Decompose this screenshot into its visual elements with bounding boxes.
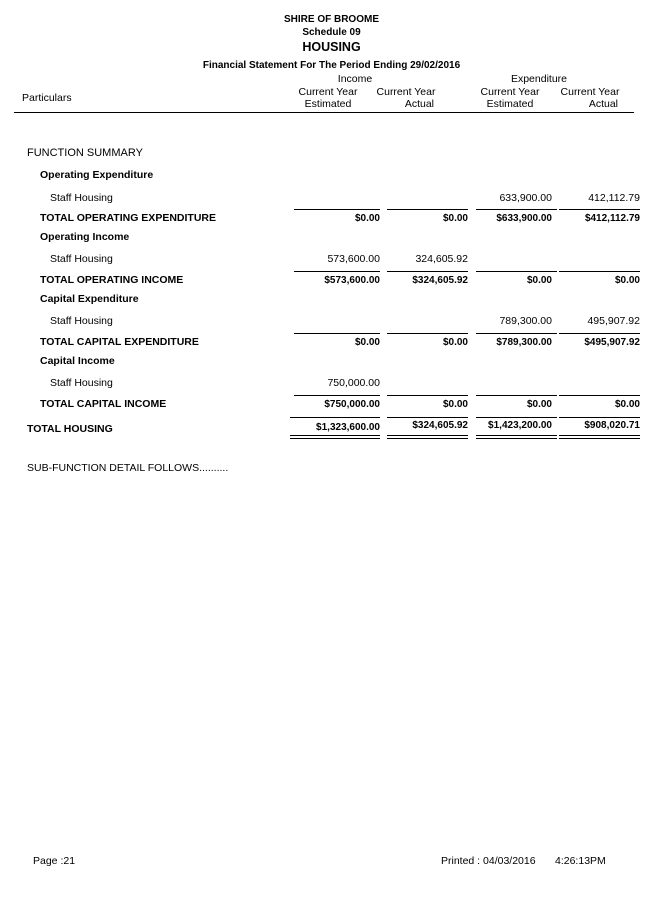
total-rule	[387, 209, 468, 210]
total-rule	[387, 271, 468, 272]
total-rule	[559, 271, 640, 272]
total-rule	[476, 271, 557, 272]
total-value: $633,900.00	[496, 213, 552, 224]
total-value: $0.00	[614, 399, 640, 410]
total-value: $0.00	[442, 213, 468, 224]
group-heading: Capital Income	[40, 355, 115, 367]
printed-date: Printed : 04/03/2016	[441, 855, 536, 867]
grand-total-value: $1,423,200.00	[488, 420, 552, 431]
grand-total-double-rule	[476, 435, 557, 439]
grand-total-label: TOTAL HOUSING	[27, 423, 113, 435]
total-rule	[387, 333, 468, 334]
total-label: TOTAL CAPITAL INCOME	[40, 398, 167, 410]
expenditure-estimated-header-1: Current Year	[480, 86, 540, 98]
value-cell: 573,600.00	[327, 253, 380, 265]
page-subtitle: Financial Statement For The Period Ending 29/02/2016	[202, 60, 461, 71]
total-value: $0.00	[442, 337, 468, 348]
org-name: SHIRE OF BROOME	[283, 14, 379, 25]
grand-total-rule	[290, 417, 380, 418]
grand-total-double-rule	[290, 435, 380, 439]
income-estimated-header-1: Current Year	[298, 86, 358, 98]
income-actual-header-2: Actual	[404, 98, 434, 110]
header-rule	[14, 112, 634, 113]
income-header: Income	[337, 73, 373, 85]
total-value: $0.00	[354, 337, 380, 348]
total-rule	[294, 333, 380, 334]
value-cell: 789,300.00	[499, 315, 552, 327]
page-title: HOUSING	[302, 40, 361, 54]
total-value: $0.00	[526, 275, 552, 286]
income-estimated-header-2: Estimated	[304, 98, 352, 110]
grand-total-rule	[559, 417, 640, 418]
total-value: $0.00	[354, 213, 380, 224]
total-rule	[294, 271, 380, 272]
grand-total-value: $1,323,600.00	[316, 422, 380, 433]
value-cell: 324,605.92	[415, 253, 468, 265]
line-item-label: Staff Housing	[50, 377, 113, 389]
line-item-label: Staff Housing	[50, 315, 113, 327]
total-value: $495,907.92	[584, 337, 640, 348]
page-number: Page :21	[33, 855, 76, 867]
value-cell: 750,000.00	[327, 377, 380, 389]
grand-total-rule	[476, 417, 557, 418]
total-label: TOTAL CAPITAL EXPENDITURE	[40, 336, 199, 348]
grand-total-double-rule	[559, 435, 640, 439]
total-rule	[476, 333, 557, 334]
total-rule	[476, 209, 557, 210]
total-value: $324,605.92	[412, 275, 468, 286]
total-rule	[476, 395, 557, 396]
group-heading: Capital Expenditure	[40, 293, 139, 305]
group-heading: Operating Expenditure	[40, 169, 154, 181]
grand-total-rule	[387, 417, 468, 418]
total-rule	[387, 395, 468, 396]
grand-total-value: $324,605.92	[412, 420, 468, 431]
group-heading: Operating Income	[40, 231, 130, 243]
total-label: TOTAL OPERATING INCOME	[40, 274, 184, 286]
total-rule	[559, 333, 640, 334]
total-rule	[294, 209, 380, 210]
expenditure-estimated-header-2: Estimated	[486, 98, 534, 110]
value-cell: 412,112.79	[588, 192, 640, 204]
total-value: $750,000.00	[324, 399, 380, 410]
total-value: $573,600.00	[324, 275, 380, 286]
total-label: TOTAL OPERATING EXPENDITURE	[40, 212, 216, 224]
grand-total-value: $908,020.71	[584, 420, 640, 431]
schedule-label: Schedule 09	[302, 27, 361, 38]
value-cell: 633,900.00	[499, 192, 552, 204]
total-rule	[294, 395, 380, 396]
income-actual-header-1: Current Year	[376, 86, 436, 98]
total-value: $412,112.79	[584, 213, 640, 224]
total-rule	[559, 395, 640, 396]
printed-time: 4:26:13PM	[555, 855, 606, 867]
line-item-label: Staff Housing	[50, 253, 113, 265]
value-cell: 495,907.92	[587, 315, 640, 327]
total-value: $0.00	[442, 399, 468, 410]
subfunction-note: SUB-FUNCTION DETAIL FOLLOWS..........	[27, 462, 229, 474]
total-value: $789,300.00	[496, 337, 552, 348]
total-value: $0.00	[614, 275, 640, 286]
expenditure-actual-header-1: Current Year	[560, 86, 620, 98]
particulars-header: Particulars	[22, 92, 72, 104]
section-title: FUNCTION SUMMARY	[27, 147, 143, 159]
line-item-label: Staff Housing	[50, 192, 113, 204]
grand-total-double-rule	[387, 435, 468, 439]
total-value: $0.00	[526, 399, 552, 410]
total-rule	[559, 209, 640, 210]
expenditure-actual-header-2: Actual	[588, 98, 618, 110]
expenditure-header: Expenditure	[510, 73, 568, 85]
